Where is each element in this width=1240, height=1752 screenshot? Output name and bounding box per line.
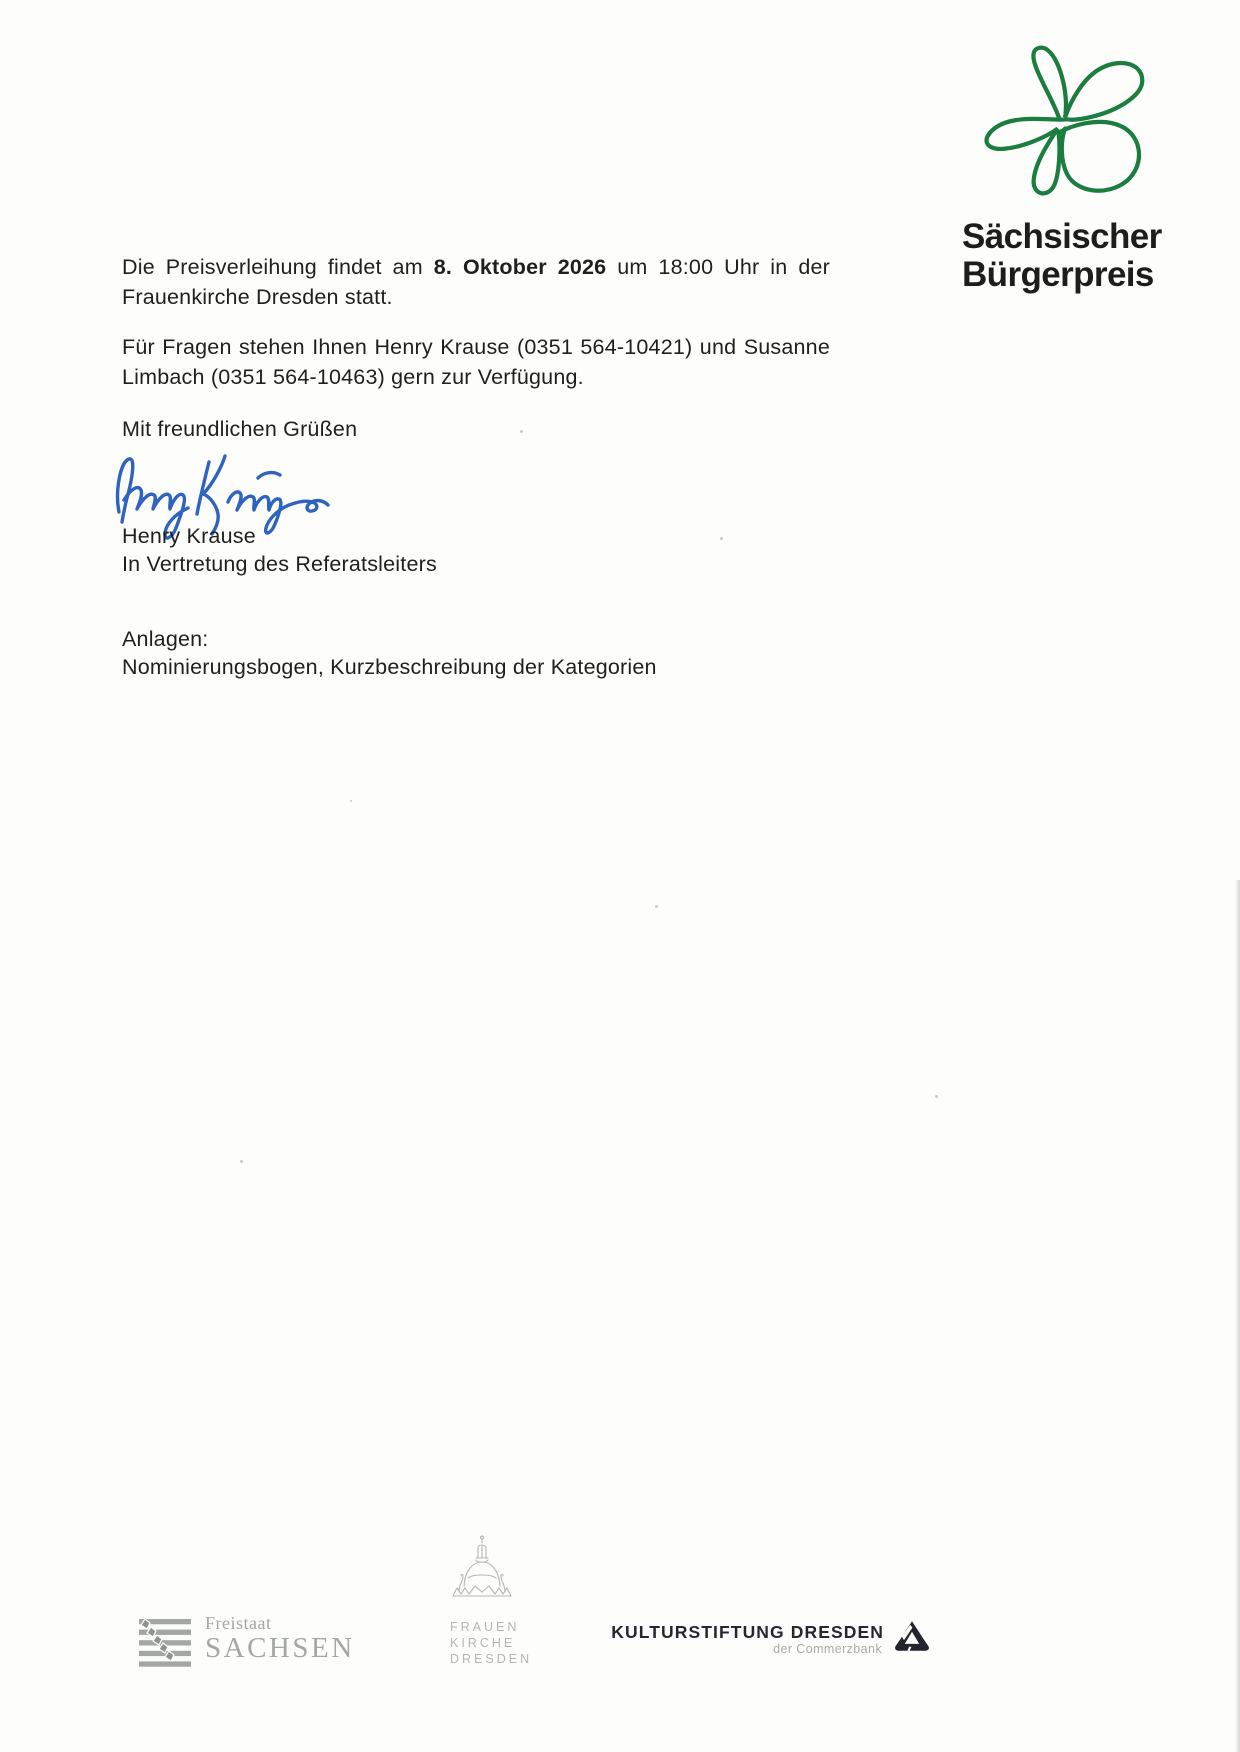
footer-logo-frauenkirche <box>450 1534 533 1667</box>
frauenkirche-wordmark-line2: KIRCHE <box>450 1636 516 1650</box>
frauenkirche-icon <box>451 1534 513 1612</box>
paragraph-contacts: Für Fragen stehen Ihnen Henry Krause (0351 564-10421) und Susanne Limbach (0351 564-10463) gern zur Verfügung. <box>122 335 830 389</box>
scan-speck <box>350 800 352 802</box>
sachsen-wordmark <box>205 1613 355 1663</box>
paragraph-event-date-start: Die Preisverleihung findet am <box>122 255 434 279</box>
scan-speck <box>520 430 523 433</box>
sachsen-coat-of-arms-icon <box>138 1617 192 1667</box>
brand-wordmark-line1: Sächsischer <box>962 217 1162 256</box>
sachsen-wordmark-line2: SACHSEN <box>205 1632 355 1664</box>
kulturstiftung-wordmark: KULTURSTIFTUNG DRESDEN <box>611 1622 884 1642</box>
sachsen-wordmark-line1: Freistaat <box>205 1613 272 1633</box>
frauenkirche-wordmark-line1: FRAUEN <box>450 1620 520 1634</box>
buergerpreis-scribble-logo <box>962 40 1146 206</box>
commerzbank-icon <box>893 1620 931 1653</box>
footer-logo-kulturstiftung <box>560 1622 884 1657</box>
brand-wordmark-line2: Bürgerpreis <box>962 255 1154 294</box>
signer-role: In Vertretung des Referatsleiters <box>122 552 437 576</box>
closing-line: Mit freundlichen Grüßen <box>122 417 358 441</box>
paragraph-event-date-end: um 18:00 Uhr in der Frauenkirche Dresden statt. <box>122 255 830 309</box>
scan-speck <box>240 1160 243 1163</box>
frauenkirche-wordmark <box>450 1619 533 1667</box>
footer-logo-freistaat-sachsen <box>138 1613 355 1667</box>
paragraph-event-date <box>122 252 830 312</box>
attachments-label: Anlagen: <box>122 627 209 651</box>
attachments-items: Nominierungsbogen, Kurzbeschreibung der Kategorien <box>122 655 657 679</box>
scan-speck <box>720 537 723 540</box>
scan-speck <box>655 905 658 908</box>
scan-edge-artifact <box>1235 880 1240 1752</box>
event-date-bold: 8. Oktober 2026 <box>433 255 607 279</box>
scan-speck <box>935 1095 938 1098</box>
frauenkirche-wordmark-line3: DRESDEN <box>450 1652 533 1666</box>
kulturstiftung-subline: der Commerzbank <box>773 1642 882 1656</box>
signer-name: Henry Krause <box>122 524 256 548</box>
brand-wordmark <box>962 218 1192 294</box>
